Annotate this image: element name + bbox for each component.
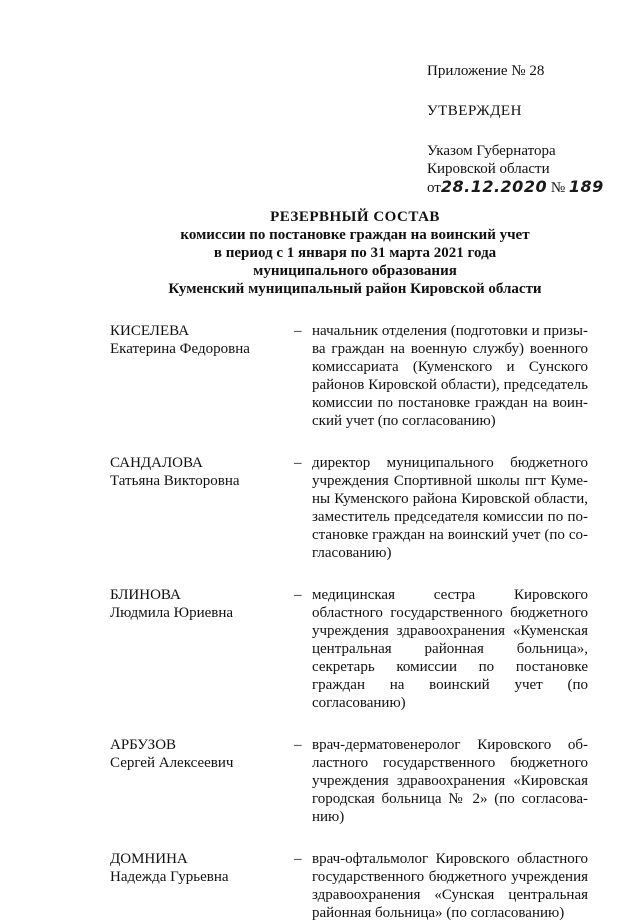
document-title (100, 208, 610, 298)
member-surname: АРБУЗОВ (110, 737, 177, 753)
title-line-5: Куменский муниципальный район Кировской области (168, 281, 542, 297)
member-given-names: Екатерина Федоровна (110, 341, 250, 357)
decree-line-2: Кировской области (427, 161, 550, 177)
member-entry (110, 586, 590, 712)
decree-date-line (427, 178, 627, 197)
date-prefix: от (427, 180, 441, 196)
member-name (110, 322, 290, 358)
member-given-names: Сергей Алексеевич (110, 755, 234, 771)
member-surname: ДОМНИНА (110, 851, 188, 867)
member-role: врач-офтальмолог Кировского областного государственного бюджетного учреждения здравоохранения «Сунская центральная районная больница» (по согласованию) (312, 851, 588, 921)
title-line-3: в период с 1 января по 31 марта 2021 года (213, 245, 497, 261)
title-line-2: комиссии по постановке граждан на воинский учет (180, 227, 530, 243)
member-role: врач-дерматовенеролог Кировского областного государственного бюджетного учреждения здравоохранения «Кировская городская больница № 2» (по согласованию) (312, 737, 588, 825)
decree-line-1: Указом Губернатора (427, 143, 556, 159)
member-surname: КИСЕЛЕВА (110, 323, 190, 339)
approved-label: УТВЕРЖДЕН (427, 103, 522, 119)
member-role: медицинская сестра Кировского областного государственного бюджетного учреждения здравоохранения «Куменская центральная районная больница», секретарь комиссии по постановке граждан на воинский учет (по согласованию) (312, 587, 588, 711)
member-entry (110, 736, 590, 826)
dash-separator: – (294, 851, 302, 867)
number-prefix: № (550, 180, 566, 196)
handwritten-date: 28.12.2020 (440, 177, 548, 196)
title-line-4: муниципального образования (253, 263, 457, 279)
dash-separator: – (294, 737, 302, 753)
decree-reference (427, 142, 627, 197)
member-name (110, 454, 290, 490)
title-main: РЕЗЕРВНЫЙ СОСТАВ (270, 209, 440, 225)
member-name (110, 850, 290, 886)
member-given-names: Людмила Юриевна (110, 605, 234, 621)
members-list (110, 322, 590, 922)
member-given-names: Надежда Гурьевна (110, 869, 229, 885)
dash-separator: – (294, 587, 302, 603)
member-role: директор муниципального бюджетного учреждения Спортивной школы пгт Кумены Куменского района Кировской области, заместитель председателя комиссии по постановке граждан на воинский учет (по согласованию) (312, 455, 588, 561)
member-entry (110, 850, 590, 922)
dash-separator: – (294, 455, 302, 471)
appendix-number: Приложение № 28 (427, 63, 545, 79)
approval-block (427, 62, 627, 197)
member-name (110, 586, 290, 622)
handwritten-number: 189 (568, 177, 604, 196)
member-given-names: Татьяна Викторовна (110, 473, 240, 489)
member-name (110, 736, 290, 772)
member-surname: САНДАЛОВА (110, 455, 203, 471)
member-entry (110, 454, 590, 562)
member-entry (110, 322, 590, 430)
dash-separator: – (294, 323, 302, 339)
member-surname: БЛИНОВА (110, 587, 181, 603)
member-role: начальник отделения (подготовки и призыва граждан на военную службу) военного комиссариата (Куменского и Сунского районов Кировской области), председатель комиссии по постановке граждан на воинский учет (по согласованию) (312, 323, 588, 429)
